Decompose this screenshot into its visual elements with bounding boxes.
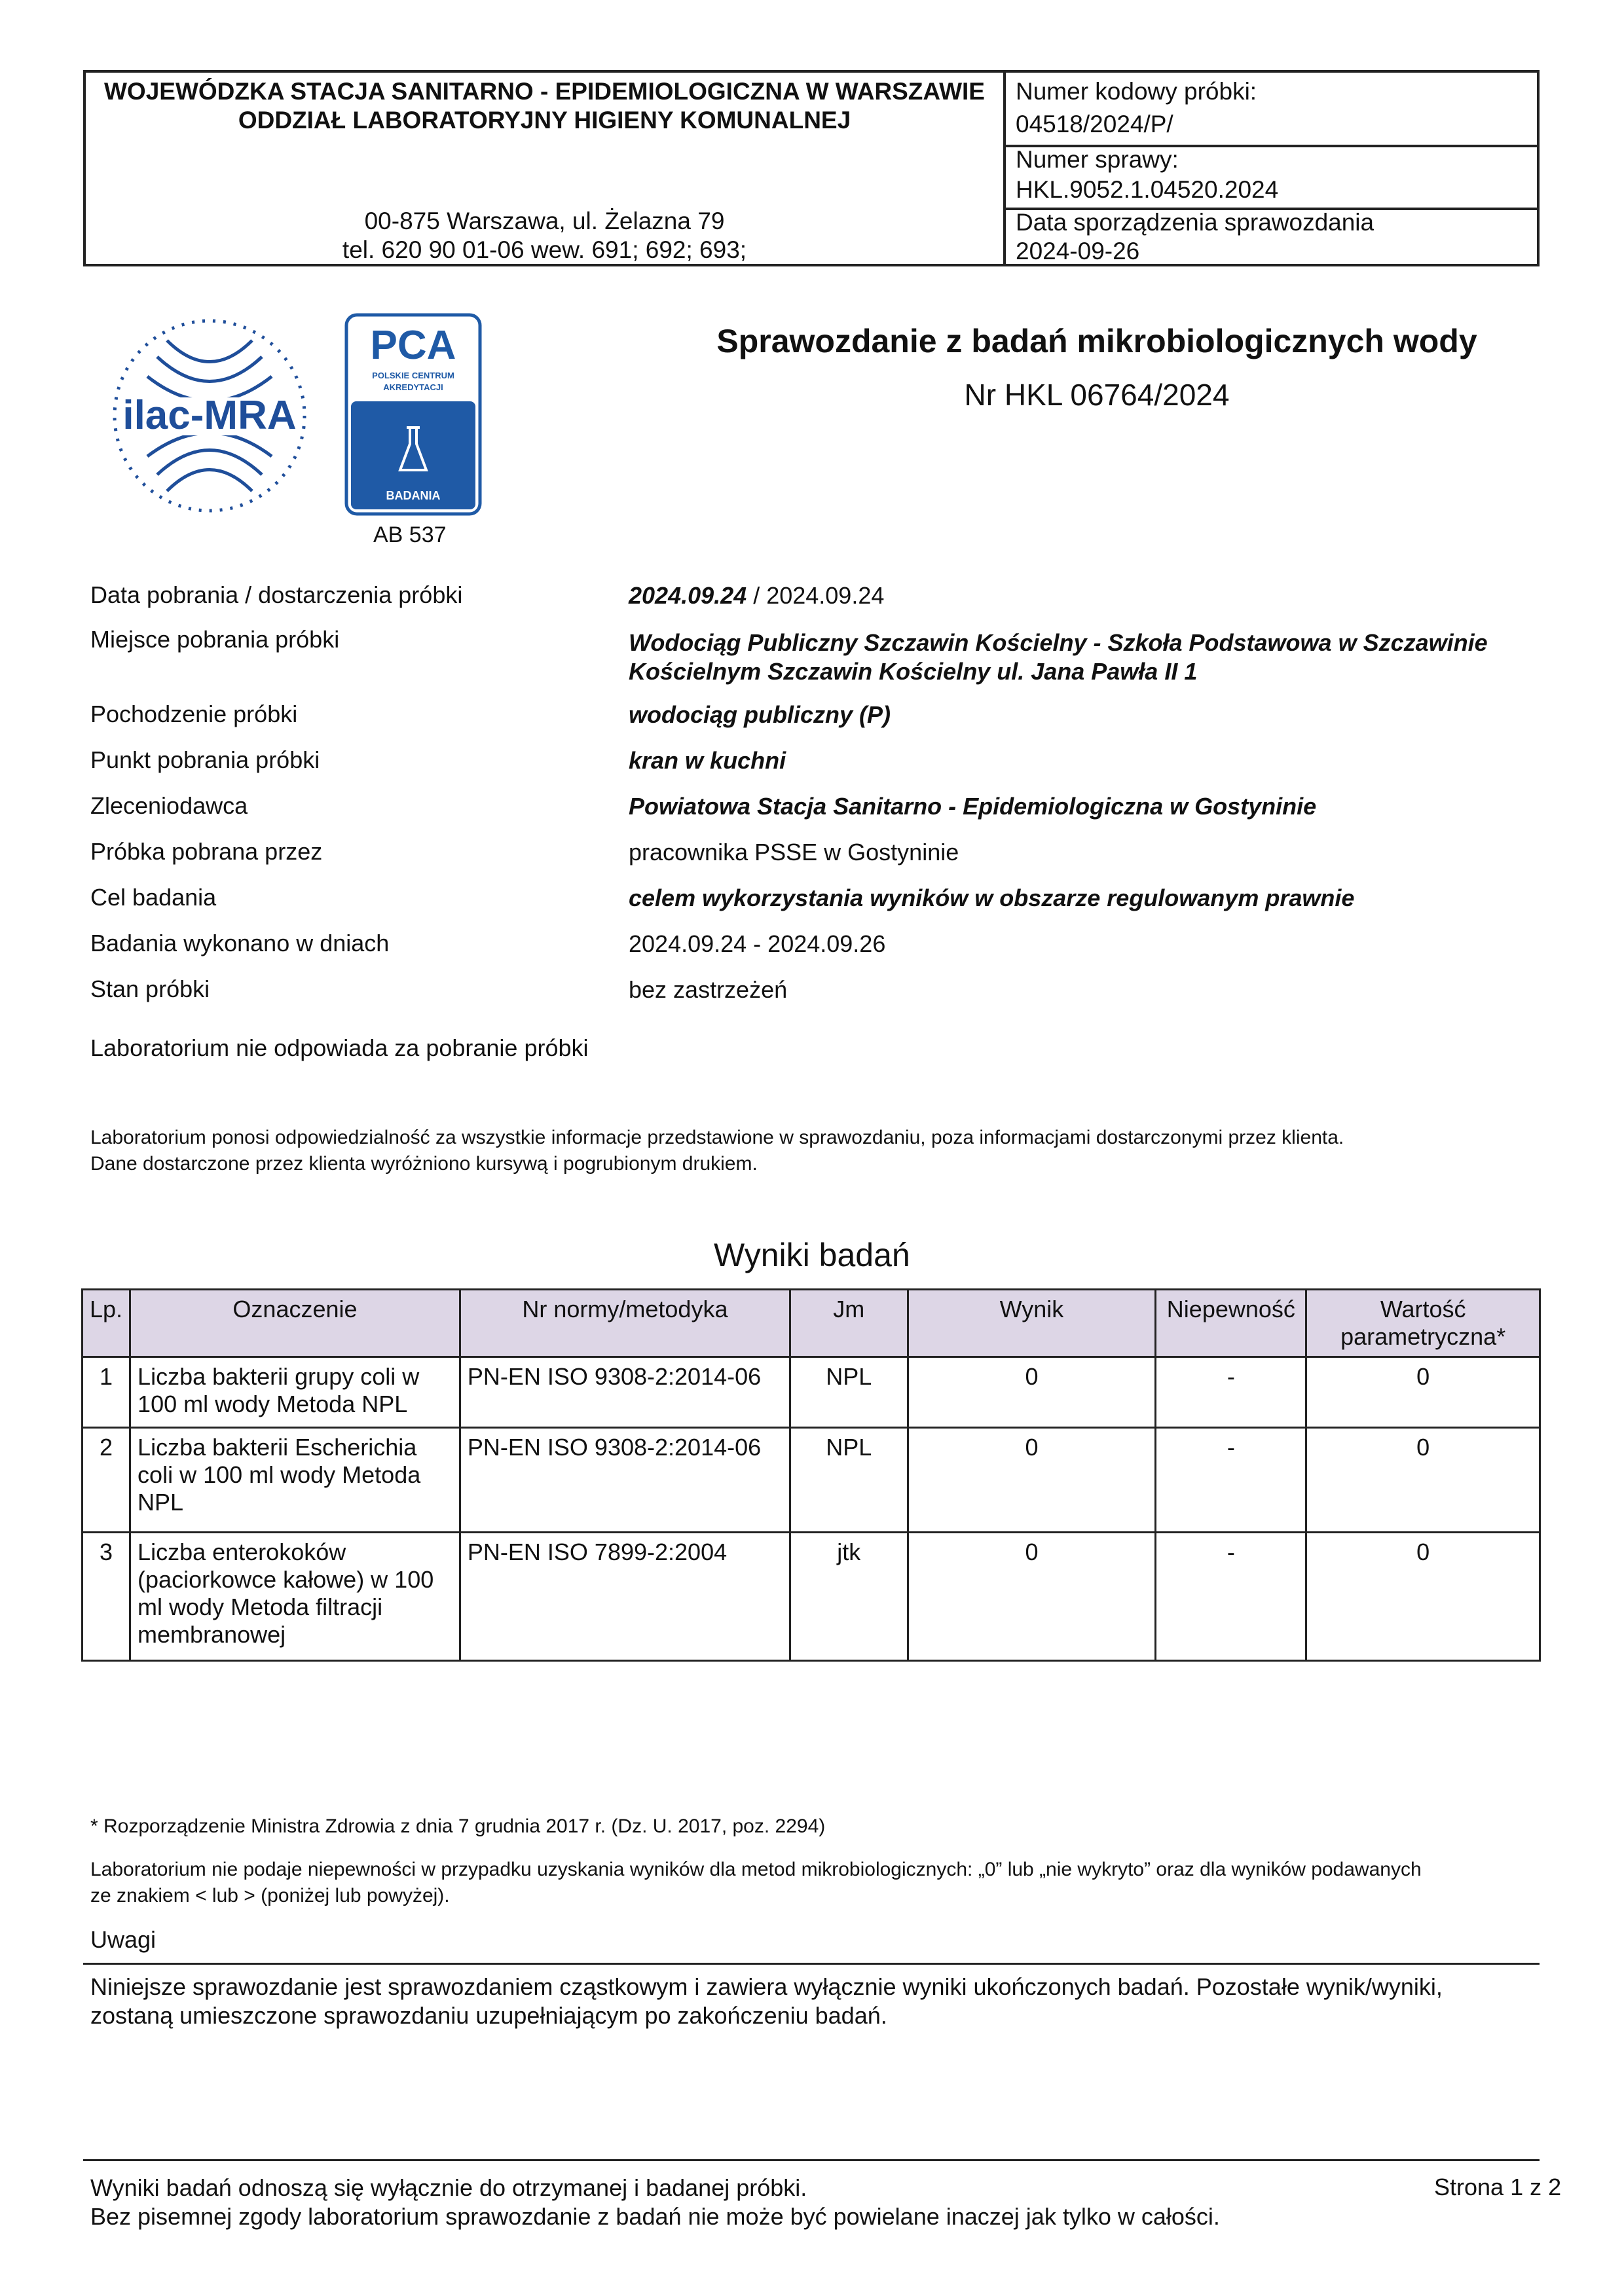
remarks-line2: zostaną umieszczone sprawozdaniu uzupełniającym po zakończeniu badań. bbox=[90, 2002, 887, 2029]
report-date: 2024-09-26 bbox=[1016, 238, 1140, 264]
responsibility-line1: Laboratorium ponosi odpowiedzialność za wszystkie informacje przedstawione w sprawozdaniu, poza informacjami dostarczonymi przez klienta. bbox=[90, 1127, 1344, 1148]
table-header-row bbox=[83, 1290, 1540, 1357]
org-department: ODDZIAŁ LABORATORYJNY HIGIENY KOMUNALNEJ bbox=[238, 107, 851, 134]
header-jm: Jm bbox=[790, 1290, 908, 1357]
footnote: * Rozporządzenie Ministra Zdrowia z dnia 7 grudnia 2017 r. (Dz. U. 2017, poz. 2294) bbox=[90, 1815, 826, 1837]
uncertainty-line2: ze znakiem < lub > (poniżej lub powyżej). bbox=[90, 1885, 450, 1906]
table-row bbox=[83, 1357, 1540, 1428]
remarks-line1: Niniejsze sprawozdanie jest sprawozdaniem cząstkowym i zawiera wyłącznie wyniki ukończonych badań. Pozostałe wynik/wyniki, bbox=[90, 1973, 1443, 2000]
results-table bbox=[81, 1288, 1541, 1662]
client-label: Zleceniodawca bbox=[90, 792, 248, 819]
point-label: Punkt pobrania próbki bbox=[90, 746, 320, 773]
footer-line1: Wyniki badań odnoszą się wyłącznie do otrzymanej i badanej próbki. bbox=[90, 2174, 807, 2201]
cell-lp: 2 bbox=[83, 1428, 130, 1533]
cell-oznaczenie: Liczba bakterii grupy coli w 100 ml wody Metoda NPL bbox=[130, 1357, 460, 1428]
location-line1: Wodociąg Publiczny Szczawin Kościelny - Szkoła Podstawowa w Szczawinie bbox=[629, 629, 1488, 656]
header-wartosc: Wartość parametryczna* bbox=[1306, 1290, 1540, 1357]
cell-norma: PN-EN ISO 9308-2:2014-06 bbox=[460, 1428, 790, 1533]
accreditation-number: AB 537 bbox=[373, 522, 447, 547]
table-row bbox=[83, 1428, 1540, 1533]
sampled-by: pracownika PSSE w Gostyninie bbox=[629, 839, 959, 866]
test-dates: 2024.09.24 - 2024.09.26 bbox=[629, 930, 886, 957]
cell-oznaczenie: Liczba enterokoków (paciorkowce kałowe) w 100 ml wody Metoda filtracji membranowej bbox=[130, 1533, 460, 1661]
header-norma: Nr normy/metodyka bbox=[460, 1290, 790, 1357]
cell-niepewnosc: - bbox=[1156, 1428, 1306, 1533]
org-phone: tel. 620 90 01-06 wew. 691; 692; 693; bbox=[342, 236, 747, 263]
purpose-label: Cel badania bbox=[90, 884, 217, 911]
cell-wynik: 0 bbox=[908, 1428, 1156, 1533]
sample-code: 04518/2024/P/ bbox=[1016, 111, 1173, 137]
cell-wartosc: 0 bbox=[1306, 1357, 1540, 1428]
page-number: Strona 1 z 2 bbox=[1434, 2174, 1562, 2200]
results-title: Wyniki badań bbox=[714, 1237, 910, 1273]
origin: wodociąg publiczny (P) bbox=[629, 701, 891, 728]
cell-niepewnosc: - bbox=[1156, 1357, 1306, 1428]
pca-sub1: POLSKIE CENTRUM bbox=[372, 371, 454, 380]
footer-line2: Bez pisemnej zgody laboratorium sprawozdanie z badań nie może być powielane inaczej jak tylko w całości. bbox=[90, 2203, 1220, 2230]
report-date-label: Data sporządzenia sprawozdania bbox=[1016, 209, 1375, 236]
pca-text: PCA bbox=[370, 323, 456, 368]
cell-jm: NPL bbox=[790, 1428, 908, 1533]
cell-oznaczenie: Liczba bakterii Escherichia coli w 100 ml wody Metoda NPL bbox=[130, 1428, 460, 1533]
pca-logo bbox=[344, 313, 482, 516]
uncertainty-line1: Laboratorium nie podaje niepewności w przypadku uzyskania wyników dla metod mikrobiologicznych: „0” lub „nie wykryto” oraz dla wyników podawanych bbox=[90, 1859, 1422, 1880]
cell-wartosc: 0 bbox=[1306, 1533, 1540, 1661]
case-number-label: Numer sprawy: bbox=[1016, 146, 1179, 173]
case-number: HKL.9052.1.04520.2024 bbox=[1016, 176, 1279, 203]
point: kran w kuchni bbox=[629, 747, 786, 774]
ilac-mra-logo bbox=[105, 311, 314, 520]
test-dates-label: Badania wykonano w dniach bbox=[90, 930, 390, 957]
table-row bbox=[83, 1533, 1540, 1661]
cell-niepewnosc: - bbox=[1156, 1533, 1306, 1661]
origin-label: Pochodzenie próbki bbox=[90, 701, 298, 727]
header-oznaczenie: Oznaczenie bbox=[130, 1290, 460, 1357]
cell-lp: 3 bbox=[83, 1533, 130, 1661]
cell-jm: jtk bbox=[790, 1533, 908, 1661]
report-title: Sprawozdanie z badań mikrobiologicznych wody bbox=[716, 323, 1477, 359]
condition: bez zastrzeżeń bbox=[629, 976, 788, 1003]
purpose: celem wykorzystania wyników w obszarze regulowanym prawnie bbox=[629, 884, 1355, 911]
sampling-date bbox=[629, 581, 1545, 610]
remarks-divider bbox=[83, 1963, 1540, 1965]
cell-norma: PN-EN ISO 7899-2:2004 bbox=[460, 1533, 790, 1661]
cell-wynik: 0 bbox=[908, 1533, 1156, 1661]
org-address: 00-875 Warszawa, ul. Żelazna 79 bbox=[364, 208, 725, 234]
sampling-date-client: 2024.09.24 bbox=[629, 582, 747, 609]
location-label: Miejsce pobrania próbki bbox=[90, 626, 340, 653]
cell-norma: PN-EN ISO 9308-2:2014-06 bbox=[460, 1357, 790, 1428]
sampling-date-label: Data pobrania / dostarczenia próbki bbox=[90, 581, 463, 608]
footer-notice bbox=[90, 2174, 1220, 2231]
lab-note: Laboratorium nie odpowiada za pobranie próbki bbox=[90, 1034, 589, 1061]
report-number: Nr HKL 06764/2024 bbox=[964, 378, 1230, 412]
sampled-by-label: Próbka pobrana przez bbox=[90, 838, 323, 865]
pca-badge: BADANIA bbox=[386, 489, 441, 502]
header-wynik: Wynik bbox=[908, 1290, 1156, 1357]
cell-wynik: 0 bbox=[908, 1357, 1156, 1428]
location-line2: Kościelnym Szczawin Kościelny ul. Jana Pawła II 1 bbox=[629, 658, 1198, 685]
ilac-text: ilac-MRA bbox=[122, 393, 297, 438]
pca-sub2: AKREDYTACJI bbox=[383, 382, 443, 392]
cell-wartosc: 0 bbox=[1306, 1428, 1540, 1533]
org-name: WOJEWÓDZKA STACJA SANITARNO - EPIDEMIOLOGICZNA W WARSZAWIE bbox=[104, 78, 985, 105]
header-niepewnosc: Niepewność bbox=[1156, 1290, 1306, 1357]
header-organization bbox=[86, 73, 1006, 264]
footer-divider bbox=[83, 2159, 1540, 2161]
sample-code-label: Numer kodowy próbki: bbox=[1016, 78, 1257, 105]
client: Powiatowa Stacja Sanitarno - Epidemiologiczna w Gostyninie bbox=[629, 793, 1317, 820]
condition-label: Stan próbki bbox=[90, 975, 210, 1002]
delivery-date: / 2024.09.24 bbox=[747, 582, 885, 609]
cell-lp: 1 bbox=[83, 1357, 130, 1428]
header-box bbox=[83, 70, 1540, 266]
remarks-label: Uwagi bbox=[90, 1926, 157, 1953]
header-lp: Lp. bbox=[83, 1290, 130, 1357]
cell-jm: NPL bbox=[790, 1357, 908, 1428]
responsibility-line2: Dane dostarczone przez klienta wyróżniono kursywą i pogrubionym drukiem. bbox=[90, 1153, 758, 1175]
